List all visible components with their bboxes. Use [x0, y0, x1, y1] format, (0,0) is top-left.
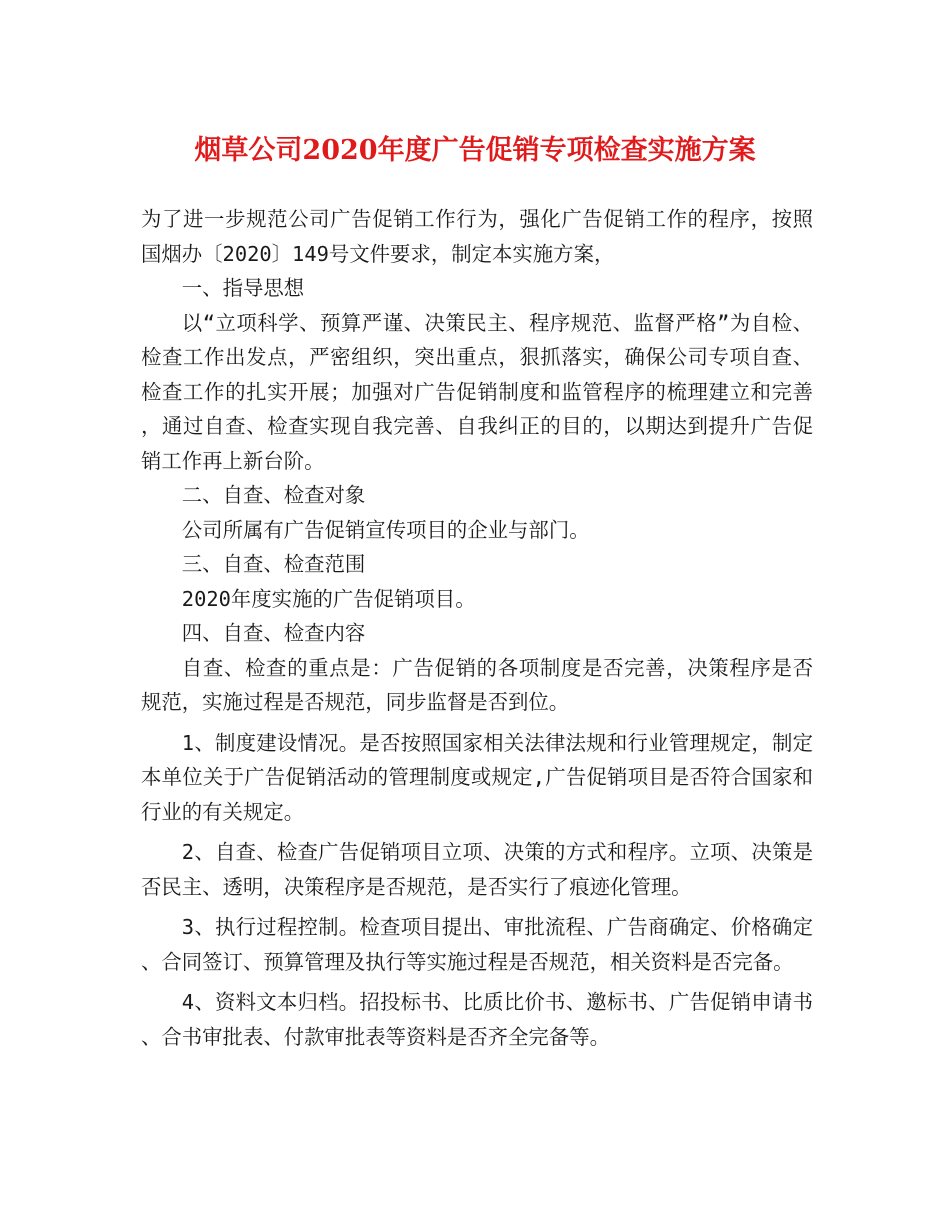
document-title: 烟草公司2020年度广告促销专项检查实施方案 [194, 135, 756, 166]
intro-paragraph: 为了进一步规范公司广告促销工作行为，强化广告促销工作的程序，按照国烟办〔2020〕149号文件要求，制定本实施方案， [141, 207, 813, 266]
content-item-2: 2、自查、检查广告促销项目立项、决策的方式和程序。立项、决策是否民主、透明，决策程序是否规范，是否实行了痕迹化管理。 [141, 840, 813, 899]
content-item-1: 1、制度建设情况。是否按照国家相关法律法规和行业管理规定，制定本单位关于广告促销活动的管理制度或规定,广告促销项目是否符合国家和行业的有关规定。 [141, 730, 813, 824]
document-body [141, 202, 813, 1054]
section-heading-inspection-targets: 二、自查、检查对象 [181, 483, 366, 507]
section-heading-guiding-ideology: 一、指导思想 [181, 276, 305, 300]
inspection-targets-paragraph: 公司所属有广告促销宣传项目的企业与部门。 [181, 517, 590, 542]
section-heading-inspection-scope: 三、自查、检查范围 [181, 552, 366, 576]
content-item-3: 3、执行过程控制。检查项目提出、审批流程、广告商确定、价格确定、合同签订、预算管理及执行等实施过程是否规范，相关资料是否完备。 [141, 915, 813, 974]
section-heading-inspection-content: 四、自查、检查内容 [181, 621, 366, 645]
guiding-ideology-paragraph: 以“立项科学、预算严谨、决策民主、程序规范、监督严格”为自检、检查工作出发点，严密组织，突出重点，狠抓落实，确保公司专项自查、检查工作的扎实开展；加强对广告促销制度和监管程序的梳理建立和完善，通过自查、检查实现自我完善、自我纠正的目的，以期达到提升广告促销工作再上新台阶。 [141, 310, 813, 473]
content-item-4: 4、资料文本归档。招投标书、比质比价书、邀标书、广告促销申请书、合书审批表、付款审批表等资料是否齐全完备等。 [141, 990, 813, 1049]
inspection-scope-paragraph: 2020年度实施的广告促销项目。 [181, 586, 476, 611]
inspection-content-paragraph: 自查、检查的重点是：广告促销的各项制度是否完善，决策程序是否规范，实施过程是否规范，同步监督是否到位。 [141, 655, 813, 714]
